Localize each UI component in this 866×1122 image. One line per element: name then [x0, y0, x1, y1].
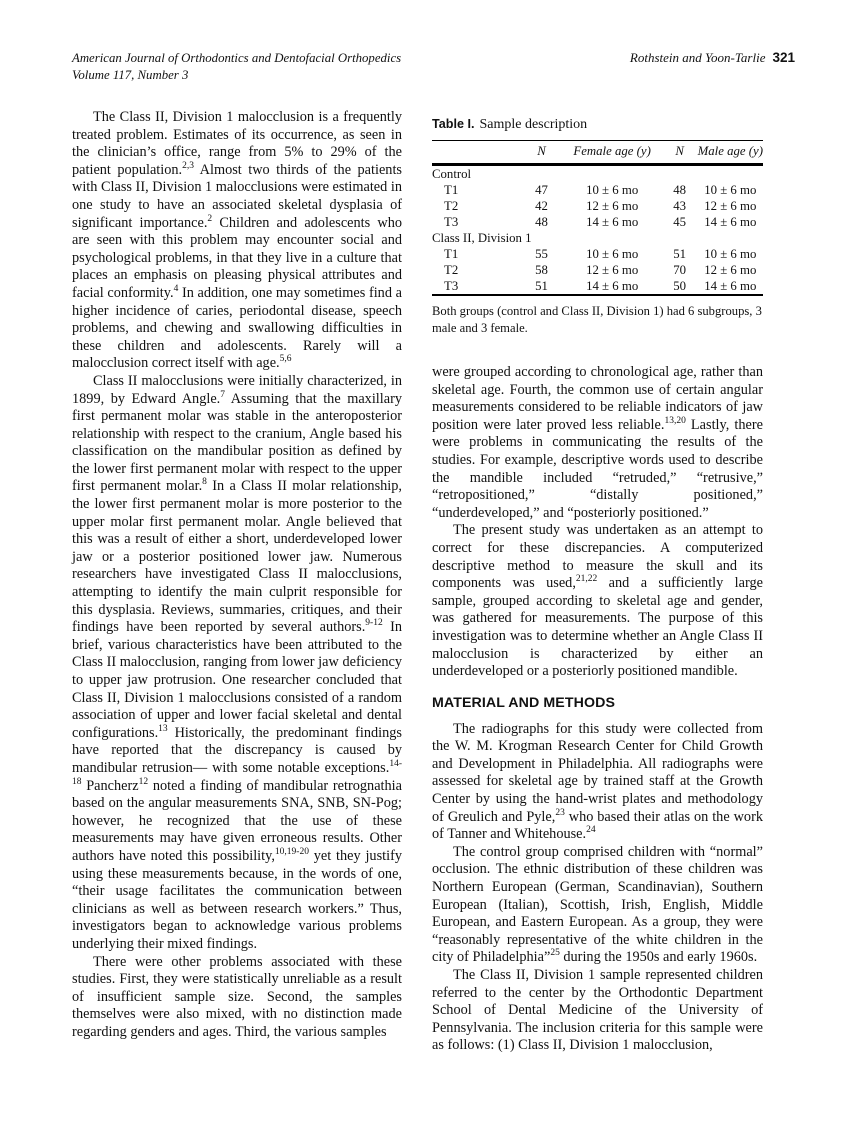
- table-cell: 51: [673, 247, 686, 261]
- table-cell: 10 ± 6 mo: [704, 183, 757, 197]
- table-cell: 12 ± 6 mo: [586, 263, 639, 277]
- body-paragraph: The radiographs for this study were collected from the W. M. Krogman Research Center for Child Growth and Development in Philadelphia. All radiographs were assessed for skeletal age by trained staff at the Growth Center by using the hand-wrist plates and methodology of Greulich and Pyle,$^{23}$ who based their atlas on the work of Tanner and Whitehouse.$^{24}$: [432, 720, 763, 843]
- table-cell: 12 ± 6 mo: [704, 199, 757, 213]
- table-group-row: [432, 165, 763, 183]
- table-cell: 48: [673, 183, 686, 197]
- running-header-left: [72, 50, 492, 83]
- table-cell: 47: [535, 183, 548, 197]
- table-cell: 14 ± 6 mo: [586, 215, 639, 229]
- table-cell: 14 ± 6 mo: [704, 215, 757, 229]
- body-paragraph: The Class II, Division 1 sample represented children referred to the center by the Orthodontic Department School of Dental Medicine of the University of Pennsylvania. The inclusion criteria for this sample were as follows: (1) Class II, Division 1 malocclusion,: [432, 967, 763, 1054]
- table-label: Table I.: [432, 117, 475, 131]
- table-row: [432, 198, 763, 214]
- table-cell: 48: [535, 215, 548, 229]
- table-footnote: Both groups (control and Class II, Division 1) had 6 subgroups, 3 male and 3 female.: [432, 304, 762, 335]
- running-header-right: [630, 50, 795, 67]
- sample-description-table: [432, 140, 763, 296]
- body-paragraph: Class II malocclusions were initially characterized, in 1899, by Edward Angle.$^7$ Assuming that the maxillary first permanent molar was stable in the anteroposterior relationship with respect to the cranium, Angle based his classification on the mandibular position as defined by the lower first permanent molar with respect to the upper first permanent molar.$^8$ In a Class II molar relationship, the lower first permanent molar is more posterior to the upper molar first permanent molar. Angle believed that this was a result of either a short, underdeveloped lower jaw or a posterior positioned lower jaw. Numerous researchers have investigated Class II malocclusions, attempting to identify the main culprit responsible for this dysplasia. Reviews, summaries, critiques, and their findings have been reported by several authors.$^{9-12}$ In brief, various characteristics have been attributed to the Class II malocclusion, ranging from lower jaw deficiency to upper jaw protrusion. One researcher concluded that Class II, Division 1 malocclusions consisted of a random association of upper and lower facial skeletal and dental configurations.$^{13}$ Historically, the predominant findings have reported that the discrepancy is caused by mandibular retrusion— with some notable exceptions.$^{14-18}$ Pancherz$^{12}$ noted a finding of mandibular retrognathia based on the angular measurements SNA, SNB, SN-Pog; however, he recognized that the use of these measurements may have given erroneous results. Other authors have noted this possibility,$^{10,19-20}$ yet they justify using these measurements because, in the words of one, “their usage facilitates the communication between clinicians as well as between research workers.” Thus, investigators began to acknowledge various problems underlying their mixed findings.: [72, 372, 403, 952]
- journal-title: American Journal of Orthodontics and Dentofacial Orthopedics: [72, 51, 402, 65]
- table-group-label: Class II, Division 1: [432, 231, 532, 245]
- running-authors: Rothstein and Yoon-Tarlie: [629, 50, 766, 65]
- table-cell: T3: [444, 215, 459, 229]
- table-cell: T1: [444, 183, 459, 197]
- table-cell: 10 ± 6 mo: [586, 247, 639, 261]
- table-cell: 45: [673, 215, 686, 229]
- page-number: 321: [772, 50, 795, 65]
- table-row: [432, 262, 763, 278]
- table-cell: 43: [673, 199, 686, 213]
- table-header-row: [432, 141, 763, 165]
- table-title: [432, 116, 763, 133]
- table-cell: 51: [535, 279, 548, 293]
- table-cell: 70: [673, 263, 686, 277]
- column-header: N: [520, 141, 562, 165]
- table-caption: Sample description: [479, 117, 588, 132]
- table-1-body: [432, 165, 763, 296]
- body-paragraph: were grouped according to chronological age, rather than skeletal age. Fourth, the common use of certain angular measurements considered to be reliable indicators of jaw position were later proved less reliable.$^{13,20}$ Lastly, there were problems in communicating the results of the studies. For example, descriptive words used to describe the mandible included “retruded,” “retrusive,” “retropositioned,” “distally positioned,” “underdeveloped,” and “posteriorly positioned.”: [432, 364, 764, 521]
- table-cell: 10 ± 6 mo: [704, 247, 757, 261]
- table-cell: 14 ± 6 mo: [704, 279, 757, 293]
- table-cell: T2: [444, 199, 459, 213]
- column-header: [432, 141, 520, 165]
- table-group-row: [432, 230, 763, 246]
- section-heading: MATERIAL AND METHODS: [432, 694, 616, 711]
- table-cell: T1: [444, 247, 459, 261]
- table-cell: 14 ± 6 mo: [586, 279, 639, 293]
- table-cell: T2: [444, 263, 459, 277]
- table-cell: 58: [535, 263, 548, 277]
- table-row: [432, 246, 763, 262]
- table-cell: 10 ± 6 mo: [586, 183, 639, 197]
- table-cell: 12 ± 6 mo: [704, 263, 757, 277]
- column-header: N: [662, 141, 698, 165]
- table-1: [432, 116, 763, 336]
- column-header: Male age (y): [698, 141, 763, 165]
- table-cell: 50: [673, 279, 686, 293]
- left-column: [72, 109, 402, 1041]
- table-row: [432, 278, 763, 295]
- column-header: Female age (y): [563, 141, 662, 165]
- table-group-label: Control: [432, 167, 472, 181]
- body-paragraph: The control group comprised children with “normal” occlusion. The ethnic distribution of these children was Northern European (German, Scandinavian), Southern European (Italian), Scottish, Irish, English, Middle European, and Eastern European. As a group, they were “reasonably representative of the white children in the city of Philadelphia”$^{25}$ during the 1950s and early 1960s.: [432, 843, 763, 966]
- table-row: [432, 182, 763, 198]
- table-cell: 12 ± 6 mo: [586, 199, 639, 213]
- body-paragraph: The present study was undertaken as an attempt to correct for these discrepancies. A computerized descriptive method to measure the skull and its components was used,$^{21,22}$ and a sufficiently large sample, grouped according to skeletal age and gender, was gathered for measurements. The purpose of this investigation was to determine whether an Angle Class II malocclusion is characterized by either an underdeveloped or a posteriorly positioned mandible.: [432, 522, 763, 680]
- table-cell: 42: [535, 199, 548, 213]
- volume-issue: Volume 117, Number 3: [72, 67, 189, 82]
- table-cell: 55: [535, 247, 548, 261]
- body-paragraph: There were other problems associated with these studies. First, they were statistically unreliable as a result of insufficient sample size. Second, the samples themselves were also mixed, with no distinction made regarding genders and ages. Third, the various samples: [72, 953, 402, 1040]
- body-paragraph: The Class II, Division 1 malocclusion is a frequently treated problem. Estimates of its occurrence, as seen in the clinician’s office, range from 5% to 29% of the patient population.$^{2,3}$ Almost two thirds of the patients with Class II, Division 1 malocclusions were estimated in one study to have an associated skeletal dysplasia of significant importance.$^2$ Children and adolescents who are seen with this problem may encounter social and psychological problems, in that they live in a culture that places an emphasis on pleasing physical attributes and facial conformity.$^4$ In addition, one may sometimes find a higher incidence of caries, periodontal disease, speech problems, and chewing and swallowing difficulties in these children and adolescents. Rarely will a malocclusion correct itself with age.$^{5,6}$: [72, 109, 402, 372]
- table-row: [432, 214, 763, 230]
- table-cell: T3: [444, 279, 459, 293]
- right-column: [432, 116, 763, 1055]
